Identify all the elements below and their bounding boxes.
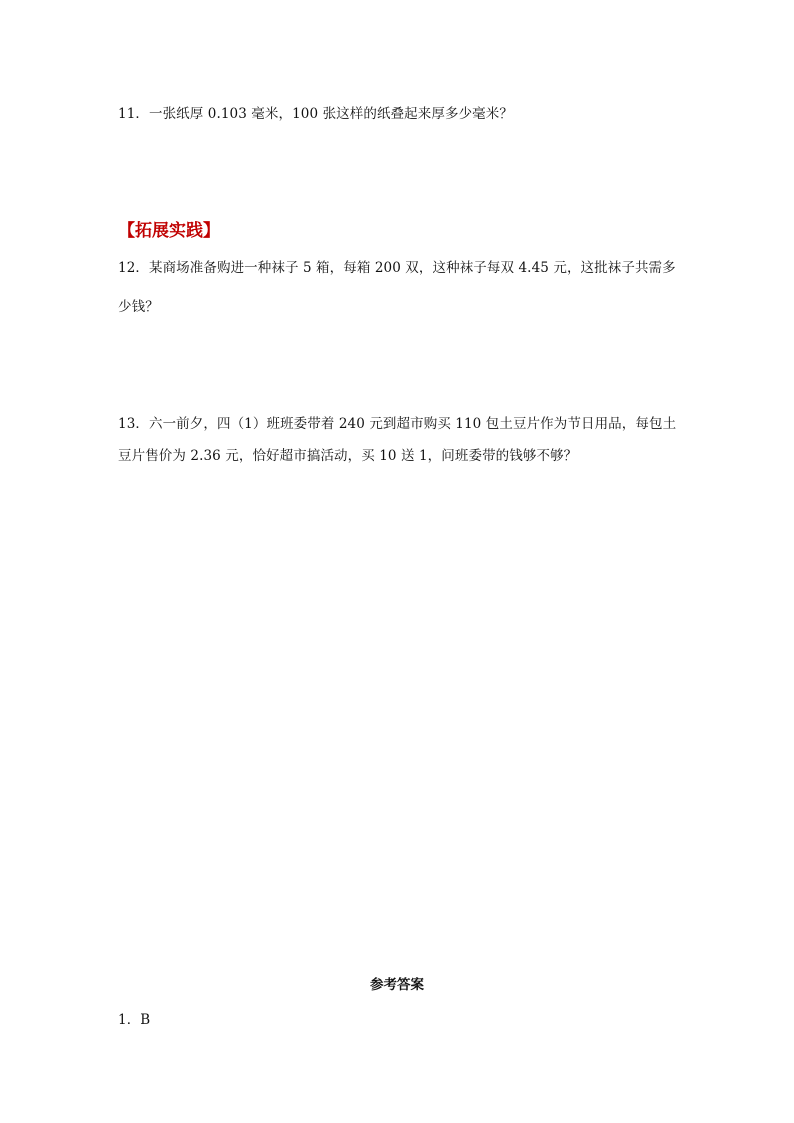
answers-title: 参考答案 <box>370 977 424 993</box>
section-heading-extension-practice: 【拓展实践】 <box>118 221 220 241</box>
question-11-line-1: 11．一张纸厚 0.103 毫米，100 张这样的纸叠起来厚多少毫米？ <box>118 106 513 122</box>
question-13-line-2: 豆片售价为 2.36 元，恰好超市搞活动，买 10 送 1，问班委带的钱够不够？ <box>118 448 578 464</box>
question-13-line-1: 13．六一前夕，四（1）班班委带着 240 元到超市购买 110 包土豆片作为节日用品，每包土 <box>118 416 677 432</box>
question-12-line-2: 少钱？ <box>118 299 159 315</box>
answer-item-1: 1．B <box>118 1012 151 1028</box>
question-12-line-1: 12．某商场准备购进一种袜子 5 箱，每箱 200 双，这种袜子每双 4.45 元，这批袜子共需多 <box>118 260 676 276</box>
